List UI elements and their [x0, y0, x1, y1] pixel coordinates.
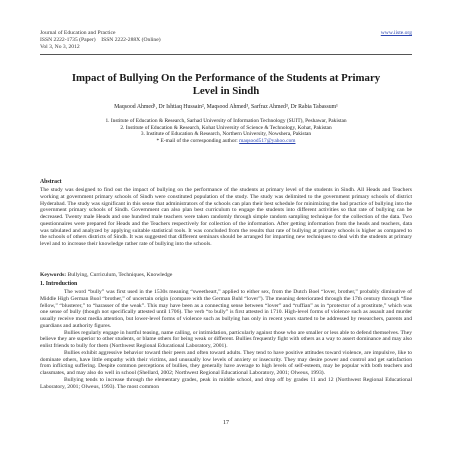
- email-link[interactable]: maqsood517@yahoo.com: [239, 137, 296, 144]
- affiliation-1: 1. Institute of Education & Research, Sarhad University of Information Technology (SUIT), Peshawar, Pakistan: [105, 118, 347, 124]
- abstract-text: The study was designed to find out the impact of bullying on the performance of the students at primary level of the students in Sindh. All Heads and Teachers working at government primary schools of Sindh were constituted population of the study. The study was delimited to the government primary schools of district Hyderabad. The study was significant in this sense that administrators of the schools can plan their best schedule for minimizing the bad practice of bullying into the government primary schools of Sindh. Government can also plan best curriculum to engage the students into different activities so that rate of bullying can be decreased. Twenty male Heads and one hundred male teachers were taken randomly through simple random sampling technique for the collection of the data. Two questionnaires were prepared for Heads and the Teachers respectively for collection of the information. After getting information from the heads and teachers, data was tabulated and analyzed by applying suitable statistical tools. It was concluded from the results that rate of bullying at primary schools is higher as compared to the schools of others districts of Sindh. It was suggested that different seminars should be arranged for imparting new techniques to deal with the students at primary level and to increase their knowledge rather rate of bullying into the schools.: [40, 187, 412, 247]
- corresponding-email: [60, 138, 392, 145]
- keywords-text: Bullying, Curriculum, Techniques, Knowledge: [66, 272, 173, 278]
- keywords-line: [40, 272, 412, 279]
- introduction-body: [40, 289, 412, 390]
- journal-header: [40, 30, 260, 51]
- journal-issn: ISSN 2222-1735 (Paper) ISSN 2222-288X (Online): [40, 37, 161, 43]
- journal-website-link[interactable]: www.iiste.org: [380, 30, 412, 36]
- affiliation-3: 3. Institute of Education & Research, Northern University, Nowshera, Pakistan: [140, 131, 312, 138]
- author-list: Maqsood Ahmed¹, Dr Ishtiaq Hussain², Maqsood Ahmed³, Sarfraz Ahmed³, Dr Rabia Tabassum¹: [114, 104, 338, 110]
- journal-name: Journal of Education and Practice: [40, 30, 116, 36]
- intro-paragraph: The word “bully” was first used in the 1530s meaning “sweetheart,” applied to either sex, from the Dutch Boel “lover, brother,” probably diminutive of Middle High German Buol “brother,” of uncertain origin (compare with the German Buhl “lover”). The meaning deteriorated through the 17th century through “fine fellow,” “blusterer,” to “harasser of the weak”. This may have been as a connecting sense between “lover” and “ruffian” as in “protector of a prostitute,” which was one sense of bully (though not specifically attested until 1706). The verb “to bully” is first attested in 1710. High-level forms of violence such as assault and murder usually receive most media attention, but lower-level forms of violence such as bullying has only in recent years started to be addressed by researchers, parents and guardians and authority figures.: [40, 289, 412, 329]
- intro-paragraph: Bullying tends to increase through the elementary grades, peak in middle school, and drop off by grades 11 and 12 (Northwest Regional Educational Laboratory, 2001; Olweus, 1993). The most common: [40, 376, 412, 390]
- page-number: 17: [223, 420, 229, 426]
- header-divider: [40, 54, 412, 55]
- paper-title: Impact of Bullying On the Performance of the Students at Primary Level in Sindh: [71, 72, 381, 97]
- introduction-heading: 1. Introduction: [40, 281, 78, 287]
- keywords-label: Keywords:: [40, 272, 67, 278]
- email-prefix: * E-mail of the corresponding author:: [156, 137, 240, 144]
- abstract-heading: Abstract: [40, 179, 62, 185]
- intro-paragraph: Bullies exhibit aggressive behavior toward their peers and often toward adults. They tend to have positive attitudes toward violence, are impulsive, like to dominate others, have little empathy with their victims, and unusually low levels of anxiety or insecurity. They may desire power and control and get satisfaction from inflicting suffering. Despite common perceptions of bullies, they generally have average to high levels of self-esteem, may be popular with both teachers and classmates, and may also do well in school (Shellard, 2002; Northwest Regional Educational Laboratory, 2001; Olweus, 1993).: [40, 349, 412, 376]
- affiliation-2: 2. Institute of Education & Research, Kohat University of Science & Technology, Kohat, Pakistan: [120, 124, 332, 131]
- journal-volume: Vol 3, No 3, 2012: [40, 44, 80, 50]
- intro-paragraph: Bullies regularly engage in hurtful teasing, name calling, or intimidation, particularly against those who are smaller or less able to defend themselves. They believe they are superior to other students, or blame others for being weak or different. Bullies frequently fight with others as a way to assert dominance and may also enlist friends to bully for them (Northwest Regional Educational Laboratory, 2001).: [40, 329, 412, 349]
- affiliations: [60, 118, 392, 144]
